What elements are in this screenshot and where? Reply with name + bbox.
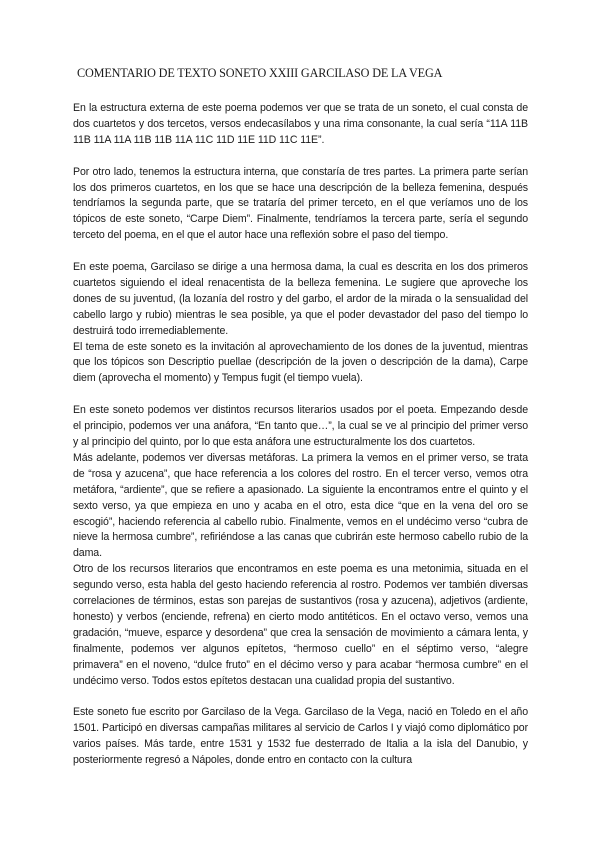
paragraph-author-context: Este soneto fue escrito por Garcilaso de la Vega. Garcilaso de la Vega, nació en Toledo en el año 1501. Participó en diversas campañas militares al servicio de Carlos I y viajó como diplomático por varios países. Más tarde, entre 1531 y 1532 fue desterrado de Italia a la isla del Danubio, y posteriormente regresó a Nápoles, donde entro en contacto con la cultura [73,706,528,767]
paragraph-structure-internal: Por otro lado, tenemos la estructura interna, que constaría de tres partes. La primera parte serían los dos primeros cuartetos, en los que se hace una descripción de la belleza femenina, después tendríamos la segunda parte, que se trataría del primer terceto, en el que veríamos uno de los tópicos de este soneto, “Carpe Diem”. Finalmente, tendríamos la tercera parte, sería el segundo terceto del poema, en el que el autor hace una reflexión sobre el paso del tiempo. [73,165,528,242]
paragraph-theme-topics: El tema de este soneto es la invitación al aprovechamiento de los dones de la juventud, mientras que los tópicos son Descriptio puellae (descripción de la joven o descripción de la dama), Carpe diem (aprovecha el momento) y Tempus fugit (el tiempo vuela). [73,340,528,385]
paragraph-theme-summary: En este poema, Garcilaso se dirige a una hermosa dama, la cual es descrita en los dos primeros cuartetos siguiendo el ideal renacentista de la belleza femenina. Le sugiere que aproveche los dones de su juventud, (la lozanía del rostro y del garbo, el ardor de la mirada o la sensualidad del cabello largo y rubio) mientras le sea posible, ya que el poder devastador del paso del tiempo lo destruirá todo irremediablemente. [73,261,528,337]
paragraph-literary-anaphora: En este soneto podemos ver distintos recursos literarios usados por el poeta. Empezando desde el principio, podemos ver una anáfora, “En tanto que…”, la cual se ve al principio del primer verso y al principio del quinto, por lo que esta anáfora une estructuralmente los dos cuartetos. [73,404,528,448]
paragraph-structure-external: En la estructura externa de este poema podemos ver que se trata de un soneto, el cual consta de dos cuartetos y dos tercetos, versos endecasílabos y una rima consonante, la cual sería “11A 11B 11B 11A 11A 11B 11B 11A 11C 11D 11E 11D 11C 11E”. [73,102,528,146]
document-title: COMENTARIO DE TEXTO SONETO XXIII GARCILASO DE LA VEGA [77,66,443,80]
document-body [73,101,528,769]
paragraph-literary-metaphors: Más adelante, podemos ver diversas metáforas. La primera la vemos en el primer verso, se trata de “rosa y azucena”, que hace referencia a los colores del rostro. En el tercer verso, vemos otra metáfora, “ardiente”, que se refiere a apasionado. La siguiente la encontramos entre el quinto y el sexto verso, ya que empieza en uno y acaba en el otro, esta dice “que en la vena del oro se escogió”, haciendo referencia al cabello rubio. Finalmente, vemos en el undécimo verso “cubra de nieve la hermosa cumbre”, refiriéndose a las canas que cubrirán este hermoso cabello rubio de la dama. [73,451,528,560]
paragraph-literary-other: Otro de los recursos literarios que encontramos en este poema es una metonimia, situada en el segundo verso, esta habla del gesto haciendo referencia al rostro. Podemos ver también diversas correlaciones de términos, estas son parejas de sustantivos (rosa y azucena), adjetivos (ardiente, honesto) y verbos (enciende, refrena) en cierto modo antitéticos. En el octavo verso, vemos una gradación, “mueve, esparce y desordena” que crea la sensación de movimiento a cámara lenta, y finalmente, podemos ver algunos epítetos, “hermoso cuello” en el séptimo verso, “alegre primavera” en el noveno, “dulce fruto” en el décimo verso y para acabar “hermosa cumbre” en el undécimo verso. Todos estos epítetos destacan una cualidad propia del sustantivo. [73,563,528,687]
